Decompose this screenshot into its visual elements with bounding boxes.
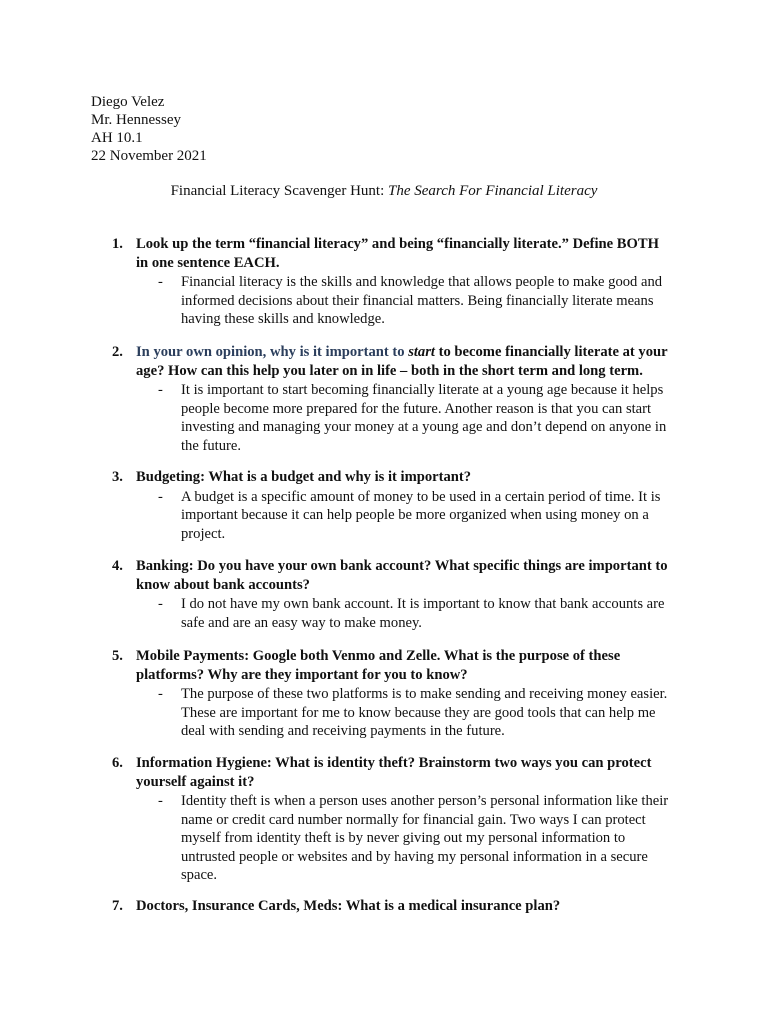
teacher-name: Mr. Hennessey [91, 112, 181, 128]
question-3 [112, 468, 672, 543]
answer [112, 488, 672, 544]
question-text: Information Hygiene: What is identity theft? Brainstorm two ways you can protect yourself against it? [136, 755, 652, 790]
question-6 [112, 754, 672, 885]
question-text: to become financially literate at your age? How can this help you later on in life – both in the short term and long term. [136, 344, 668, 379]
question-number: 3. [112, 469, 123, 485]
question-1 [112, 235, 672, 329]
question-prompt [112, 235, 672, 272]
question-prompt [112, 343, 672, 380]
question-prompt [112, 557, 672, 594]
answer [112, 792, 672, 885]
question-number: 4. [112, 558, 123, 574]
question-5 [112, 647, 672, 741]
answer-text: A budget is a specific amount of money to be used in a certain period of time. It is important because it can help people be more organized when using money on a project. [181, 488, 661, 542]
question-prompt [112, 468, 672, 487]
answer [112, 273, 672, 329]
answer [112, 595, 672, 632]
question-text-emphasis: start [408, 344, 435, 360]
answer-text: Financial literacy is the skills and knowledge that allows people to make good and informed decisions about their financial matters. Being financially literate means having these skills and knowledge. [181, 274, 663, 327]
dash-bullet: - [158, 686, 163, 702]
title-prefix: Financial Literacy Scavenger Hunt: [170, 183, 388, 199]
title-italic: The Search For Financial Literacy [388, 183, 598, 199]
student-header [91, 93, 207, 165]
question-number: 7. [112, 898, 123, 914]
question-4 [112, 557, 672, 632]
question-text-highlight: In your own opinion, why is it important to [136, 344, 409, 360]
answer [112, 381, 672, 455]
question-text: Mobile Payments: Google both Venmo and Zelle. What is the purpose of these platforms? Why are they important for you to know? [136, 648, 621, 683]
question-prompt [112, 754, 672, 791]
answer-text: It is important to start becoming financially literate at a young age because it helps people become more prepared for the future. Another reason is that you can start investing and managing your money at a young age and don’t depend on anyone in the future. [181, 382, 667, 454]
question-7 [112, 897, 672, 916]
question-text: Budgeting: What is a budget and why is it important? [136, 469, 472, 485]
answer-text: Identity theft is when a person uses another person’s personal information like their name or credit card number normally for financial gain. Two ways I can protect myself from identity theft is by never giving out my personal information to untrusted people or websites and by having my personal information in a secure space. [181, 793, 669, 883]
question-text: Look up the term “financial literacy” and being “financially literate.” Define BOTH in one sentence EACH. [136, 236, 659, 271]
dash-bullet: - [158, 793, 163, 809]
question-number: 2. [112, 344, 123, 360]
question-text: Banking: Do you have your own bank account? What specific things are important to know about bank accounts? [136, 558, 668, 593]
question-prompt [112, 897, 672, 916]
assignment-date: 22 November 2021 [91, 148, 207, 164]
question-number: 5. [112, 648, 123, 664]
answer-text: I do not have my own bank account. It is important to know that bank accounts are safe and are an easy way to make money. [181, 596, 665, 631]
question-text: Doctors, Insurance Cards, Meds: What is a medical insurance plan? [136, 898, 561, 914]
student-name: Diego Velez [91, 94, 165, 110]
question-number: 6. [112, 755, 123, 771]
answer-text: The purpose of these two platforms is to make sending and receiving money easier. These are important for me to know because they are good tools that can help me deal with sending and receiving payments in the future. [181, 686, 668, 739]
question-prompt [112, 647, 672, 684]
dash-bullet: - [158, 488, 163, 505]
question-number: 1. [112, 236, 123, 252]
document-title [0, 181, 768, 201]
dash-bullet: - [158, 274, 163, 290]
dash-bullet: - [158, 382, 163, 398]
question-2 [112, 343, 672, 455]
dash-bullet: - [158, 596, 163, 612]
answer [112, 685, 672, 741]
course-code: AH 10.1 [91, 130, 143, 146]
